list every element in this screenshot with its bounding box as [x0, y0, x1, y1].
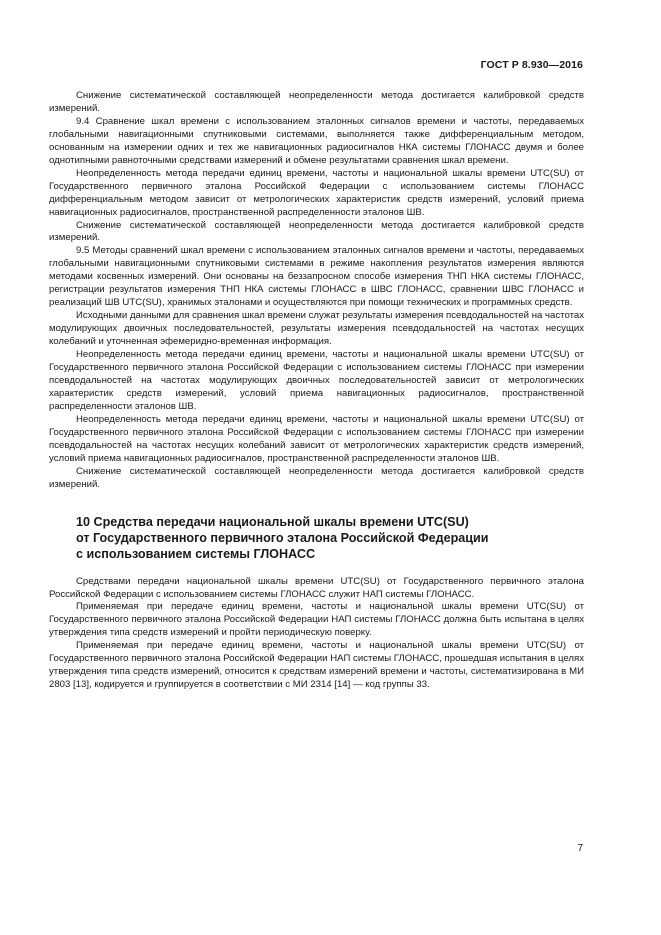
- document-header: ГОСТ Р 8.930—2016: [480, 59, 583, 71]
- paragraph-transfer-means: Средствами передачи национальной шкалы времени UTC(SU) от Государственного первичного эталона Российской Федерации с использованием системы ГЛОНАСС служит НАП системы ГЛОНАСС.: [49, 575, 584, 600]
- paragraph-input-data: Исходными данными для сравнения шкал времени служат результаты измерения псевдодальностей на частотах модулирующих двоичных последовательностей, результаты измерения псевдодальностей на частотах несущих колебаний и уточненная эфемеридно-временная информация.: [49, 310, 584, 348]
- section-10-title-line-3: с использованием системы ГЛОНАСС: [76, 546, 316, 561]
- paragraph-calibration-note-3: Снижение систематической составляющей неопределенности метода достигается калибровкой средств измерений.: [49, 465, 584, 490]
- paragraph-calibration-note-2: Снижение систематической составляющей неопределенности метода достигается калибровкой средств измерений.: [49, 219, 584, 244]
- section-10-title: [76, 514, 584, 562]
- section-10-title-line-2: от Государственного первичного эталона Российской Федерации: [76, 530, 489, 545]
- page-number: 7: [577, 843, 583, 854]
- paragraph-code-uncertainty: Неопределенность метода передачи единиц времени, частоты и национальной шкалы времени UTC(SU) от Государственного первичного эталона Российской Федерации с использованием системы ГЛОНАСС при измерении псевдодальностей на частотах модулирующих двоичных последовательностей зависит от метрологических характеристик средств измерений, условий приема навигационных радиосигналов, пространственной распределенности эталонов ШВ.: [49, 349, 584, 412]
- paragraph-9-5: 9.5 Методы сравнений шкал времени с использованием эталонных сигналов времени и частоты, передаваемых глобальными навигационными спутниковыми системами в режиме накопления результатов измерения являются методами косвенных измерений. Они основаны на беззапросном способе измерения ТНП НКА системы ГЛОНАСС, регистрации результатов измерения ТНП НКА системы ГЛОНАСС в ШВС ГЛОНАСС, сравнении ШВС ГЛОНАСС и реализаций ШВ UTC(SU), хранимых эталонами и осуществляются при помощи технических и программных средств.: [49, 245, 584, 309]
- page-content: [49, 90, 584, 692]
- paragraph-differential-uncertainty: Неопределенность метода передачи единиц времени, частоты и национальной шкалы времени UTC(SU) от Государственного первичного эталона Российской Федерации с использованием системы ГЛОНАСС дифференциальным методом зависит от метрологических характеристик средств измерений, условий приема навигационных радиосигналов, пространственной распределенности эталонов ШВ.: [49, 167, 584, 218]
- paragraph-type-approval: Применяемая при передаче единиц времени, частоты и национальной шкалы времени UTC(SU) от Государственного первичного эталона Российской Федерации НАП системы ГЛОНАСС должна быть испытана в целях утверждения типа средств измерений и пройти периодическую поверку.: [49, 601, 584, 639]
- paragraph-carrier-uncertainty: Неопределенность метода передачи единиц времени, частоты и национальной шкалы времени UTC(SU) от Государственного первичного эталона Российской Федерации с использованием системы ГЛОНАСС при измерении псевдодальностей на частотах несущих колебаний зависит от метрологических характеристик средств измерений, условий приема навигационных радиосигналов, пространственной распределенности эталонов ШВ.: [49, 413, 584, 464]
- paragraph-9-4: 9.4 Сравнение шкал времени с использованием эталонных сигналов времени и частоты, передаваемых глобальными навигационными спутниковыми системами, выполняется также дифференциальным методом, основанным на измерении одних и тех же навигационных радиосигналов НКА системы ГЛОНАСС двумя и более однотипными равноточными средствами измерений и обмене результатами сравнения шкал времени.: [49, 115, 584, 166]
- paragraph-classification: Применяемая при передаче единиц времени, частоты и национальной шкалы времени UTC(SU) от Государственного первичного эталона Российской Федерации НАП системы ГЛОНАСС, прошедшая испытания в целях утверждения типа средств измерений, относится к средствам измерений времени и частоты, систематизирована в МИ 2803 [13], кодируется и группируется в соответствии с МИ 2314 [14] — код группы 33.: [49, 640, 584, 691]
- paragraph-calibration-note-1: Снижение систематической составляющей неопределенности метода достигается калибровкой средств измерений.: [49, 90, 584, 114]
- section-10-title-line-1: 10 Средства передачи национальной шкалы времени UTC(SU): [76, 514, 469, 529]
